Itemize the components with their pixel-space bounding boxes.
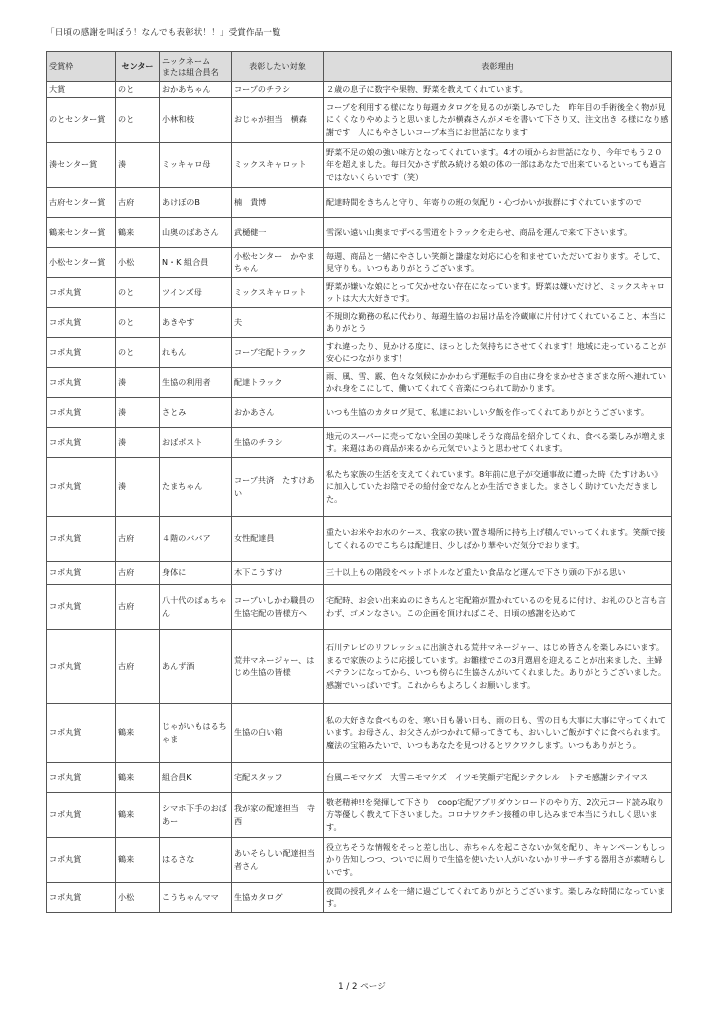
table-row bbox=[47, 457, 672, 516]
reason-cell: すれ違ったり、見かける度に、ほっとした気持ちにさせてくれます！地域に走っていることが安心につながります！ bbox=[324, 337, 672, 367]
award-cell: コポ丸賞 bbox=[47, 516, 116, 561]
center-cell: 鶴来 bbox=[116, 792, 160, 837]
table-row bbox=[47, 307, 672, 337]
target-cell: コープいしかわ職員の生協宅配の皆様方へ bbox=[232, 584, 324, 629]
center-cell: 湊 bbox=[116, 457, 160, 516]
table-body bbox=[47, 82, 672, 913]
table-row bbox=[47, 703, 672, 762]
header-center: センター bbox=[116, 52, 160, 82]
reason-cell: 野菜が嫌いな娘にとって欠かせない存在になっています。野菜は嫌いだけど、ミックスキャロットは大大大好きです。 bbox=[324, 277, 672, 307]
nickname-cell: 身体に bbox=[160, 561, 232, 584]
center-cell: 鶴来 bbox=[116, 217, 160, 247]
center-cell: のと bbox=[116, 97, 160, 142]
center-cell: 古府 bbox=[116, 584, 160, 629]
reason-cell: 毎週、商品と一緒にやさしい笑顔と謙虚な対応に心を和ませていただいております。そして、見守りも。いつもありがとうございます。 bbox=[324, 247, 672, 277]
reason-cell: 私の大好きな食べものを、寒い日も暑い日も、雨の日も、雪の日も大事に大事に守ってくれています。お母さん、お父さんがつかれて帰ってきても、おいしいご飯がすぐに食べられます。魔法の宝箱みたいで、いつもあなたを見つけるとワクワクします。いつもありがとう。 bbox=[324, 703, 672, 762]
reason-cell: 宅配時、お会い出来ぬのにきちんと宅配箱が置かれているのを見るに付け、お礼のひと言も言わず、ゴメンなさい。この企画を頂ければこそ、日頃の感謝を込めて bbox=[324, 584, 672, 629]
nickname-cell: れもん bbox=[160, 337, 232, 367]
reason-cell: コープを利用する様になり毎週カタログを見るのが楽しみでした 昨年目の手術後全く物が見にくくなりやめようと思いましたが横森さんがメモを書いて下さり又、注文出き る様になり感謝です 人にもやさしいコープ本当にお世話になります bbox=[324, 97, 672, 142]
award-cell: コポ丸賞 bbox=[47, 792, 116, 837]
nickname-cell: ツインズ母 bbox=[160, 277, 232, 307]
nickname-cell: たまちゃん bbox=[160, 457, 232, 516]
reason-cell: 重たいお米やお水のケース、我家の狭い置き場所に持ち上げ積んでいってくれます。笑顔で接してくれるのでこちらは配達日、少しばかり華やいだ気分でおります。 bbox=[324, 516, 672, 561]
center-cell: 鶴来 bbox=[116, 837, 160, 882]
nickname-cell: あんず酒 bbox=[160, 629, 232, 703]
center-cell: のと bbox=[116, 307, 160, 337]
header-award: 受賞枠 bbox=[47, 52, 116, 82]
target-cell: あいそらしい配達担当者さん bbox=[232, 837, 324, 882]
nickname-cell: シマホ下手のおばあー bbox=[160, 792, 232, 837]
target-cell: 宅配スタッフ bbox=[232, 762, 324, 792]
header-target: 表彰したい対象 bbox=[232, 52, 324, 82]
table-row bbox=[47, 397, 672, 427]
center-cell: 鶴来 bbox=[116, 703, 160, 762]
reason-cell: いつも生協のカタログ見て、私達においしい夕飯を作ってくれてありがとうございます。 bbox=[324, 397, 672, 427]
award-cell: コポ丸賞 bbox=[47, 584, 116, 629]
award-cell: 湊センター賞 bbox=[47, 142, 116, 187]
award-cell: 古府センター賞 bbox=[47, 187, 116, 217]
center-cell: 古府 bbox=[116, 561, 160, 584]
center-cell: 小松 bbox=[116, 247, 160, 277]
target-cell: ミックスキャロット bbox=[232, 277, 324, 307]
reason-cell: 雪深い遠い山奥までずべる雪道をトラックを走らせ、商品を運んで来て下さいます。 bbox=[324, 217, 672, 247]
nickname-cell: N・K 組合員 bbox=[160, 247, 232, 277]
target-cell: 我が家の配達担当 寺西 bbox=[232, 792, 324, 837]
center-cell: 湊 bbox=[116, 397, 160, 427]
award-cell: コポ丸賞 bbox=[47, 882, 116, 912]
award-cell: コポ丸賞 bbox=[47, 561, 116, 584]
target-cell: 女性配達員 bbox=[232, 516, 324, 561]
nickname-cell: ４階のババア bbox=[160, 516, 232, 561]
reason-cell: 役立ちそうな情報をそっと差し出し、赤ちゃんを起こさないか気を配り、キャンペーンもしっかり告知しつつ、ついでに周りで生協を使いたい人がいないかリサーチする器用さが素晴らしいです。 bbox=[324, 837, 672, 882]
nickname-cell: 山奥のばあさん bbox=[160, 217, 232, 247]
reason-cell: 地元のスーパーに売ってない全国の美味しそうな商品を紹介してくれ、食べる楽しみが増えます。来週はあの商品が来るから元気でいようと思わせてくれます。 bbox=[324, 427, 672, 457]
table-row bbox=[47, 516, 672, 561]
table-row bbox=[47, 217, 672, 247]
reason-cell: 雨、風、雪、霰、色々な気候にかかわらず運転手の自由に身をまかせさまざまな所へ連れていかれ身をこにして、働いてくれてく音楽につられて助かります。 bbox=[324, 367, 672, 397]
table-row bbox=[47, 629, 672, 703]
table-row bbox=[47, 337, 672, 367]
award-cell: コポ丸賞 bbox=[47, 367, 116, 397]
center-cell: のと bbox=[116, 82, 160, 98]
nickname-cell: さとみ bbox=[160, 397, 232, 427]
target-cell: 武樋健一 bbox=[232, 217, 324, 247]
target-cell: コープ宅配トラック bbox=[232, 337, 324, 367]
award-cell: コポ丸賞 bbox=[47, 337, 116, 367]
reason-cell: ２歳の息子に数字や果物、野菜を教えてくれています。 bbox=[324, 82, 672, 98]
table-row bbox=[47, 561, 672, 584]
center-cell: 小松 bbox=[116, 882, 160, 912]
award-cell: 大賞 bbox=[47, 82, 116, 98]
nickname-cell: 生協の利用者 bbox=[160, 367, 232, 397]
table-row bbox=[47, 792, 672, 837]
target-cell: 木下こうすけ bbox=[232, 561, 324, 584]
target-cell: おかあさん bbox=[232, 397, 324, 427]
award-cell: コポ丸賞 bbox=[47, 837, 116, 882]
table-row bbox=[47, 762, 672, 792]
table-row bbox=[47, 367, 672, 397]
nickname-cell: おかあちゃん bbox=[160, 82, 232, 98]
award-cell: のとセンター賞 bbox=[47, 97, 116, 142]
target-cell: コープのチラシ bbox=[232, 82, 324, 98]
header-nickname-line1: ニックネーム bbox=[162, 55, 211, 66]
reason-cell: 私たち家族の生活を支えてくれています。8年前に息子が交通事故に遭った時《たすけあい》に加入していたお陰でその給付金でなんとか生活できました。まさしく助けていただきました。 bbox=[324, 457, 672, 516]
reason-cell: 夜間の授乳タイムを一緒に過ごしてくれてありがとうございます。楽しみな時間になっています。 bbox=[324, 882, 672, 912]
table-row bbox=[47, 427, 672, 457]
center-cell: 古府 bbox=[116, 187, 160, 217]
nickname-cell: あけぼのB bbox=[160, 187, 232, 217]
target-cell: 荒井マネージャー、はじめ生協の皆様 bbox=[232, 629, 324, 703]
header-nickname bbox=[160, 52, 232, 82]
reason-cell: 台風ニモマケズ 大雪ニモマケズ イツモ笑顔デ宅配シテクレル トテモ感謝シテイマス bbox=[324, 762, 672, 792]
table-row bbox=[47, 584, 672, 629]
table-row bbox=[47, 97, 672, 142]
table-row bbox=[47, 187, 672, 217]
target-cell: 夫 bbox=[232, 307, 324, 337]
reason-cell: 配達時間をきちんと守り、年寄りの班の気配り・心づかいが抜群にすぐれていますので bbox=[324, 187, 672, 217]
table-row bbox=[47, 882, 672, 912]
document-title: 「日頃の感謝を叫ぼう！なんでも表彰状！！」受賞作品一覧 bbox=[46, 28, 281, 38]
award-cell: コポ丸賞 bbox=[47, 427, 116, 457]
target-cell: おじゃが担当 横森 bbox=[232, 97, 324, 142]
table-row bbox=[47, 142, 672, 187]
target-cell: 小松センター かやまちゃん bbox=[232, 247, 324, 277]
award-cell: コポ丸賞 bbox=[47, 629, 116, 703]
award-table bbox=[46, 51, 672, 913]
center-cell: 鶴来 bbox=[116, 762, 160, 792]
nickname-cell: あきやす bbox=[160, 307, 232, 337]
reason-cell: 石川テレビのリフレッシュに出演される荒井マネージャー、はじめ皆さんを楽しみにいます。まるで家族のように応援しています。お雛様でこの3月選眉を迎えることが出来ました、主婦ベテランになってから、いつも傍らに生協さんがいてくれました。ありがとうございました。感謝でいっぱいです。これからもよろしくお願いします。 bbox=[324, 629, 672, 703]
nickname-cell: 小林和枝 bbox=[160, 97, 232, 142]
nickname-cell: はるさな bbox=[160, 837, 232, 882]
header-reason: 表彰理由 bbox=[324, 52, 672, 82]
header-nickname-line2: または組合員名 bbox=[162, 66, 219, 77]
reason-cell: 敬老精神!!を発揮して下さり coop宅配アプリダウンロードのやり方、2次元コード読み取り方等優しく教えて下さいました。コロナワクチン接種の申し込みまで本当にうれしく思います。 bbox=[324, 792, 672, 837]
center-cell: のと bbox=[116, 337, 160, 367]
award-cell: コポ丸賞 bbox=[47, 457, 116, 516]
reason-cell: 不規則な勤務の私に代わり、毎週生協のお届け品を冷蔵庫に片付けてくれていること、本当にありがとう bbox=[324, 307, 672, 337]
center-cell: のと bbox=[116, 277, 160, 307]
table-header-row bbox=[47, 52, 672, 82]
award-cell: コポ丸賞 bbox=[47, 762, 116, 792]
table-row bbox=[47, 247, 672, 277]
target-cell: 配達トラック bbox=[232, 367, 324, 397]
page-number: 1 / 2 ページ bbox=[338, 982, 386, 992]
center-cell: 古府 bbox=[116, 516, 160, 561]
nickname-cell: 八十代のばぁちゃん bbox=[160, 584, 232, 629]
award-cell: コポ丸賞 bbox=[47, 397, 116, 427]
nickname-cell: こうちゃんママ bbox=[160, 882, 232, 912]
nickname-cell: 組合員K bbox=[160, 762, 232, 792]
table-row bbox=[47, 837, 672, 882]
table-row bbox=[47, 277, 672, 307]
center-cell: 湊 bbox=[116, 142, 160, 187]
table-row bbox=[47, 82, 672, 98]
nickname-cell: じゃがいもはるちゃま bbox=[160, 703, 232, 762]
center-cell: 古府 bbox=[116, 629, 160, 703]
reason-cell: 野菜不足の娘の強い味方となってくれています。4才の頃からお世話になり、今年でもう２０年を超えました。毎日欠かさず飲み続ける娘の体の一部はあなたで出来ているといっても過言ではないくらいです（笑） bbox=[324, 142, 672, 187]
target-cell: コープ共済 たすけあい bbox=[232, 457, 324, 516]
target-cell: 楠 貴博 bbox=[232, 187, 324, 217]
target-cell: ミックスキャロット bbox=[232, 142, 324, 187]
award-cell: コポ丸賞 bbox=[47, 277, 116, 307]
center-cell: 湊 bbox=[116, 427, 160, 457]
award-cell: 小松センター賞 bbox=[47, 247, 116, 277]
award-cell: コポ丸賞 bbox=[47, 703, 116, 762]
award-cell: 鶴来センター賞 bbox=[47, 217, 116, 247]
nickname-cell: おばポスト bbox=[160, 427, 232, 457]
reason-cell: 三十以上もの階段をペットボトルなど重たい食品など運んで下さり頭の下がる思い bbox=[324, 561, 672, 584]
target-cell: 生協の白い箱 bbox=[232, 703, 324, 762]
target-cell: 生協カタログ bbox=[232, 882, 324, 912]
center-cell: 湊 bbox=[116, 367, 160, 397]
target-cell: 生協のチラシ bbox=[232, 427, 324, 457]
nickname-cell: ミッキャロ母 bbox=[160, 142, 232, 187]
award-cell: コポ丸賞 bbox=[47, 307, 116, 337]
